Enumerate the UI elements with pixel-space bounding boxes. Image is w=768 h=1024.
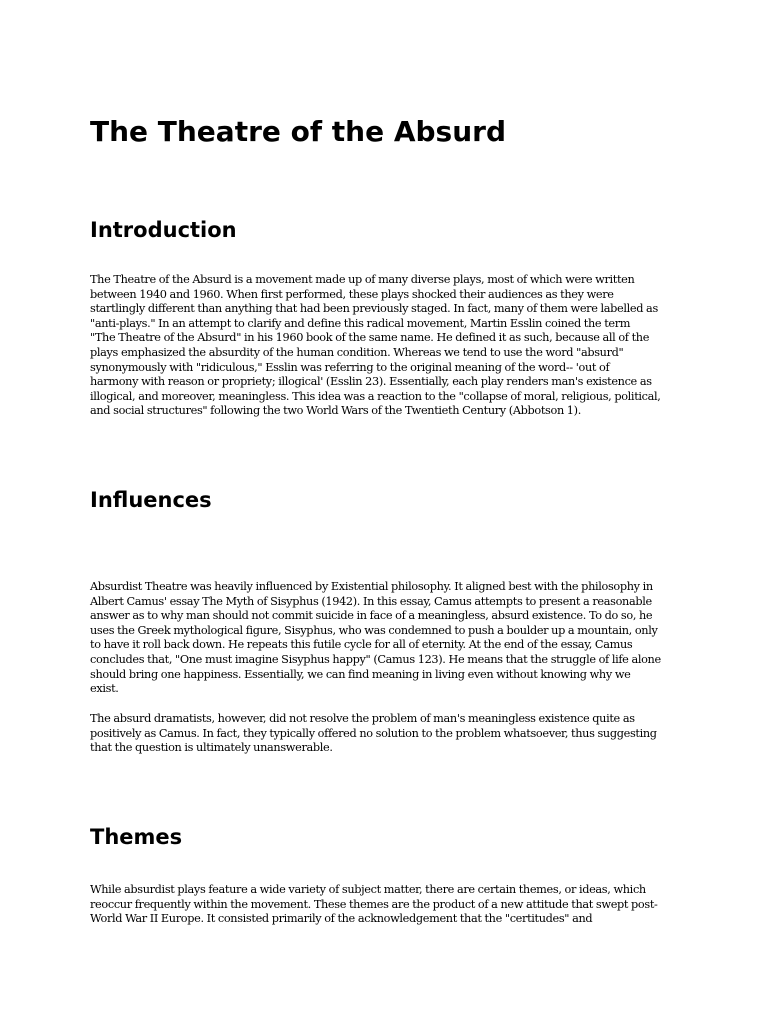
text-line: Absurdist Theatre was heavily influenced by Existential philosophy. It aligned best with the philosophy in — [90, 580, 653, 593]
text-line: should bring one happiness. Essentially, we can find meaning in living even without knowing why we — [90, 667, 631, 681]
text-line: plays emphasized the absurdity of the human condition. Whereas we tend to use the word "absurd" — [90, 345, 624, 359]
text-line: exist. — [90, 682, 119, 696]
introduction-paragraph — [90, 273, 690, 419]
text-line: The Theatre of the Absurd is a movement made up of many diverse plays, most of which were written — [90, 273, 635, 286]
text-line: "The Theatre of the Absurd" in his 1960 book of the same name. He defined it as such, because all of the — [90, 331, 650, 345]
text-line: uses the Greek mythological figure, Sisyphus, who was condemned to push a boulder up a mountain, only — [90, 623, 658, 637]
text-line: While absurdist plays feature a wide variety of subject matter, there are certain themes, or ideas, which — [90, 883, 646, 896]
text-line: World War II Europe. It consisted primarily of the acknowledgement that the "certitudes" and — [90, 912, 593, 926]
themes-paragraph — [90, 883, 690, 927]
text-line: concludes that, "One must imagine Sisyphus happy" (Camus 123). He means that the struggle of life alone — [90, 652, 661, 666]
text-line: harmony with reason or propriety; illogical' (Esslin 23). Essentially, each play renders man's existence as — [90, 375, 652, 389]
text-line: that the question is ultimately unanswerable. — [90, 741, 333, 755]
text-line: positively as Camus. In fact, they typically offered no solution to the problem whatsoever, thus suggesting — [90, 726, 657, 740]
text-line: synonymously with "ridiculous," Esslin was referring to the original meaning of the word-- 'out of — [90, 360, 610, 374]
influences-paragraph-1 — [90, 580, 690, 697]
text-line: The absurd dramatists, however, did not resolve the problem of man's meaningless existence quite as — [90, 712, 635, 725]
text-line: and social structures" following the two World Wars of the Twentieth Century (Abbotson 1). — [90, 404, 581, 418]
influences-paragraph-2 — [90, 712, 690, 756]
text-line: to have it roll back down. He repeats this futile cycle for all of eternity. At the end of the essay, Camus — [90, 638, 633, 652]
text-line: startlingly different than anything that had been previously staged. In fact, many of them were labelled as — [90, 302, 658, 316]
text-line: between 1940 and 1960. When first performed, these plays shocked their audiences as they were — [90, 287, 614, 301]
text-line: "anti-plays." In an attempt to clarify and define this radical movement, Martin Esslin coined the term — [90, 316, 631, 330]
text-line: answer as to why man should not commit suicide in face of a meaningless, absurd existence. To do so, he — [90, 609, 653, 623]
section-heading-themes: Themes — [90, 825, 183, 849]
text-line: reoccur frequently within the movement. These themes are the product of a new attitude that swept post- — [90, 897, 658, 911]
text-line: illogical, and moreover, meaningless. This idea was a reaction to the "collapse of moral, religious, political, — [90, 389, 661, 403]
section-heading-influences: Influences — [90, 488, 212, 512]
section-heading-introduction: Introduction — [90, 218, 237, 242]
page-title: The Theatre of the Absurd — [90, 115, 507, 148]
text-line: Albert Camus' essay The Myth of Sisyphus (1942). In this essay, Camus attempts to present a reasonable — [90, 594, 652, 608]
